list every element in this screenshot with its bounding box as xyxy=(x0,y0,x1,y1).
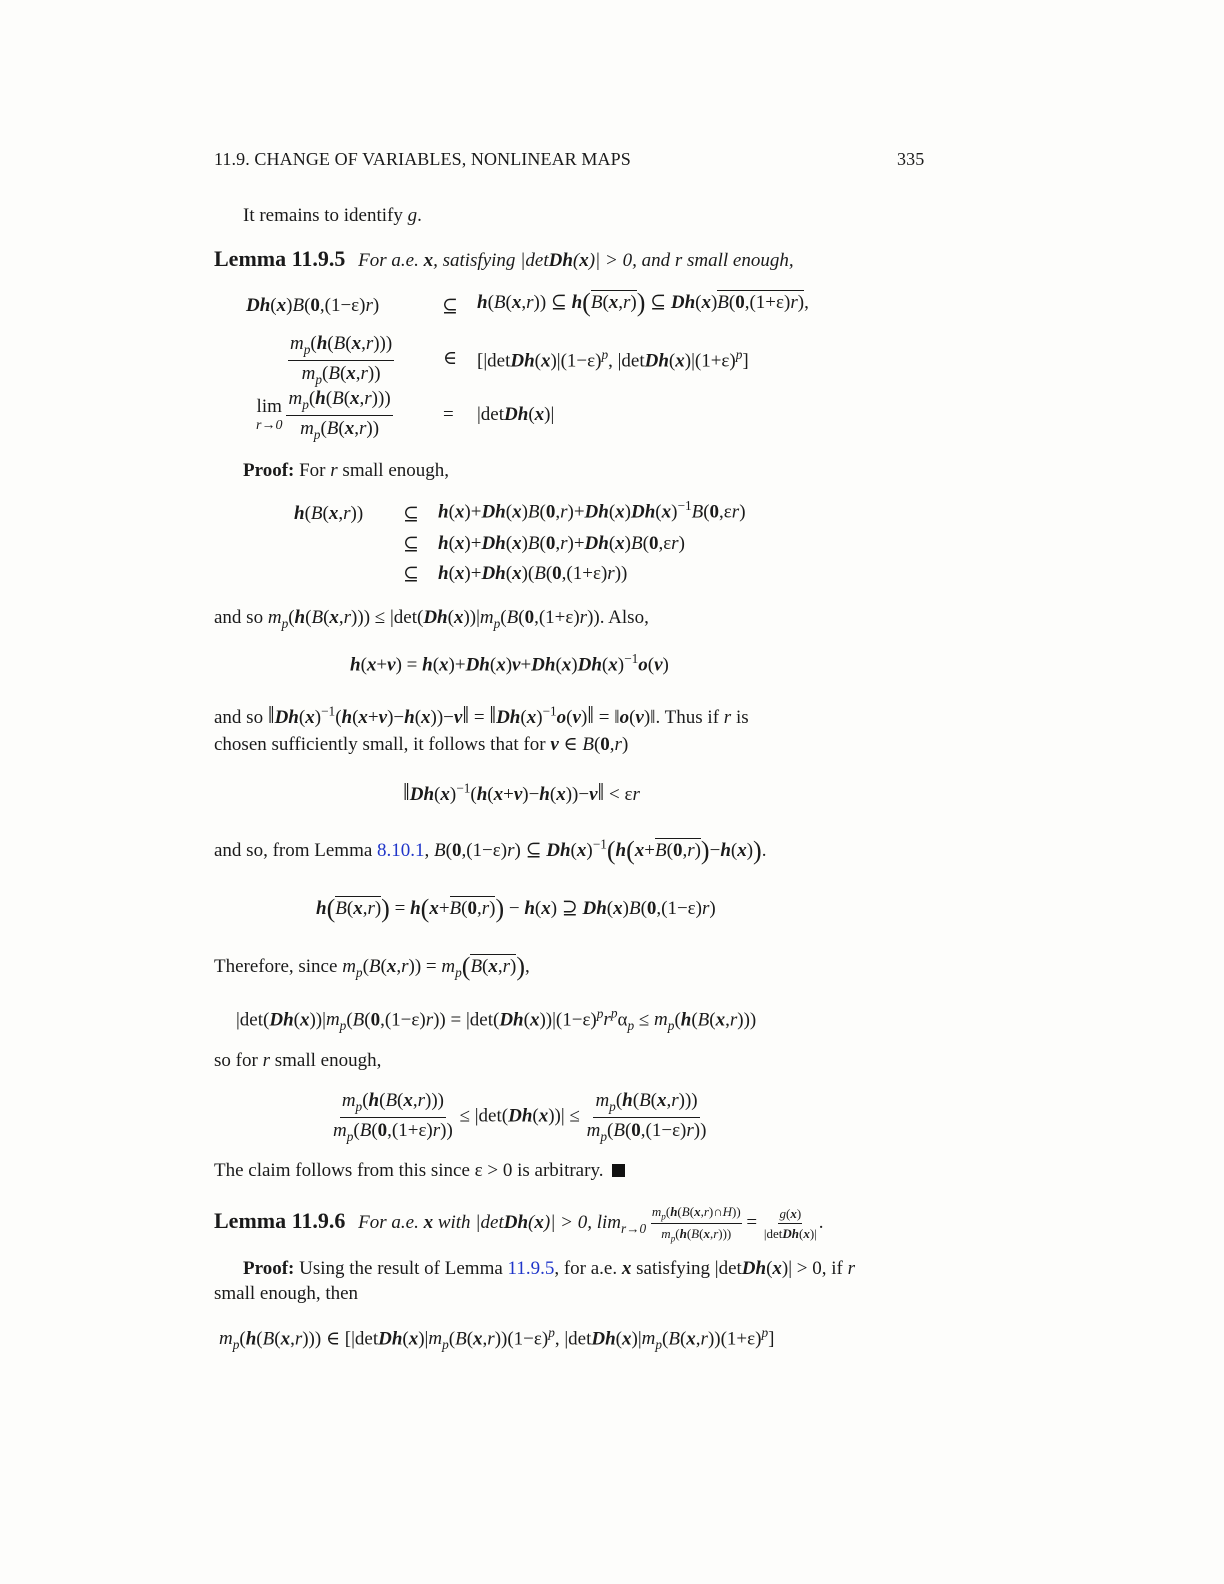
relation-subseteq: ⊆ xyxy=(403,564,419,585)
proof-1196-line-2: small enough, then xyxy=(214,1283,359,1304)
proof-chosen-text: chosen sufficiently small, it follows that for v ∈ B(0,r) xyxy=(214,734,629,755)
lemma-11-9-6: Lemma 11.9.6 For a.e. x with |detDh(x)| > 0, $\lim_{r\to 0}$ $\frac{m_p(h(B(x,r)\cap H))}{m_p(h(B(x,r)))}$ = $\frac{g(x)}{\text{|detDh(x)|}}$ . xyxy=(214,1204,824,1244)
taylor-equation: $h(x+v) = h(x)+Dh(x)v+Dh(x)Dh(x)^{-1}o(v)$ xyxy=(350,651,669,676)
proof-eq-3-rhs: h(x)+Dh(x)(B(0,(1+ε)r)) xyxy=(438,563,628,584)
lemma-title: Lemma 11.9.6 xyxy=(214,1207,346,1233)
image-containment: h(B(x,r)) = h(x+B(0,r)) − h(x) ⊇ Dh(x)B(0,(1−ε)r) xyxy=(316,894,716,923)
relation-in: ∈ xyxy=(443,348,458,369)
proof-eq-1-rhs: $h(x)+Dh(x)B(0,r)+Dh(x)Dh(x)^{-1}B(0,\varepsilon r)$ xyxy=(438,498,746,523)
relation-subseteq: ⊆ xyxy=(403,534,419,555)
lemma-eq-line-2-rhs: [$|detDh(x)|(1-\varepsilon)^p$, $|detDh(x)|(1+\varepsilon)^p$] xyxy=(477,347,749,372)
proof-label: Proof: xyxy=(243,460,295,481)
measure-equation: $|\det(Dh(x))|m_p(B(0,(1-\varepsilon)r)) = |\det(Dh(x))|(1-\varepsilon)^pr^p\alpha_p \le m_p(h(B(x,r)))$ xyxy=(236,1006,757,1034)
lemma-11-9-5: Lemma 11.9.5 For a.e. x, satisfying |detDh(x)| > 0, and r small enough, xyxy=(214,246,794,271)
lemma-11-9-5-link[interactable]: 11.9.5 xyxy=(507,1258,555,1279)
proof-eq-1-lhs: h(B(x,r)) xyxy=(294,503,364,524)
proof-1195-intro: Proof: For r small enough, xyxy=(243,460,450,481)
proof-from-lemma-text: and so, from Lemma 8.10.1, B(0,(1−ε)r) ⊆ $Dh(x)^{-1}(h(x+B(0,r))-h(x))$. xyxy=(214,836,767,865)
relation-subseteq: ⊆ xyxy=(442,296,458,317)
norm-inequality: $‖Dh(x)^{-1}(h(x+v)-h(x))-v‖ < \varepsilon r$ xyxy=(403,780,640,806)
relation-subseteq: ⊆ xyxy=(403,504,419,525)
proof-claim-text: The claim follows from this since ε > 0 is arbitrary. xyxy=(214,1160,625,1182)
lemma-8-10-1-link[interactable]: 8.10.1 xyxy=(377,840,425,861)
page-number: 335 xyxy=(897,149,925,169)
final-interval: $m_p(h(B(x,r)))$ ∈ [$|detDh(x)|m_p(B(x,r))(1-\varepsilon)^p$, $|detDh(x)|m_p(B(x,r))(1+\varepsilon)^p$] xyxy=(219,1325,775,1353)
lemma-eq-line-1-rhs: h(B(x,r)) ⊆ h(B(x,r)) ⊆ Dh(x)B(0,(1+ε)r), xyxy=(477,288,809,317)
lemma-eq-line-3-rhs: |detDh(x)| xyxy=(477,404,555,425)
intro-text: It remains to identify g. xyxy=(243,205,422,226)
proof-also-text: and so $m_p(h(B(x,r))) \le |\det(Dh(x))|m_p(B(0,(1+\varepsilon)r))$. Also, xyxy=(214,607,649,631)
from-lemma-prefix: and so, from Lemma xyxy=(214,840,378,861)
running-header: 11.9. CHANGE OF VARIABLES, NONLINEAR MAPS xyxy=(214,149,631,169)
lemma-eq-line-3-lhs: lim r→0 $\frac{m_p(h(B(x,r)))}{m_p(B(x,r))}$ xyxy=(256,388,391,442)
proof-1196-line-1: Proof: Using the result of Lemma 11.9.5, for a.e. x satisfying |detDh(x)| > 0, if r xyxy=(243,1258,856,1279)
proof-thus-text: and so $‖Dh(x)^{-1}(h(x+v)-h(x))-v‖$ = $‖Dh(x)^{-1}o(v)‖$ = ‖o(v)‖. Thus if r is xyxy=(214,703,749,729)
relation-equals: = xyxy=(443,404,454,425)
lemma-title: Lemma 11.9.5 xyxy=(214,246,346,271)
ratio-inequality: $\frac{m_p(h(B(x,r)))}{m_p(B(0,(1+\varepsilon)r))}$ ≤ |det(Dh(x))| ≤ $\frac{m_p(h(B(x,r)))}{m_p(B(0,(1-\varepsilon)r))}$ xyxy=(333,1090,707,1144)
proof-therefore-text: Therefore, since $m_p(B(x,r)) = m_p(B(x,r))$, xyxy=(214,952,530,981)
qed-square-icon xyxy=(612,1164,625,1177)
lemma-eq-line-1: Dh(x)B(0,(1−ε)r) xyxy=(246,295,380,316)
proof-eq-2-rhs: h(x)+Dh(x)B(0,r)+Dh(x)B(0,εr) xyxy=(438,533,685,554)
proof-label: Proof: xyxy=(243,1258,295,1279)
proof-so-for-text: so for r small enough, xyxy=(214,1050,382,1071)
lemma-eq-line-2-lhs: $\frac{m_p(h(B(x,r)))}{m_p(B(x,r))}$ xyxy=(290,333,393,387)
